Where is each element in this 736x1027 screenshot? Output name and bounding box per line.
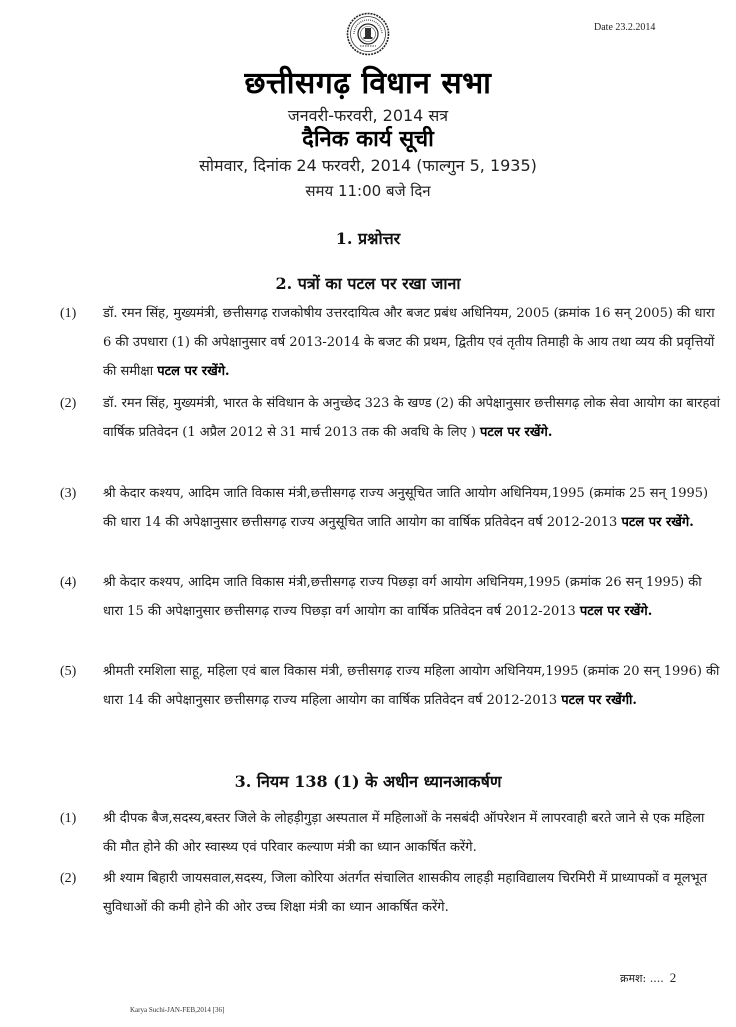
item-number: (5) (60, 664, 77, 679)
section-heading: 2. पत्रों का पटल पर रखा जाना (275, 274, 461, 293)
agenda-dateline: सोमवार, दिनांक 24 फरवरी, 2014 (फाल्गुन 5, 1935) (199, 156, 537, 175)
item-text: श्री श्याम बिहारी जायसवाल,सदस्य, जिला कोरिया अंतर्गत संचालित शासकीय लाहड़ी महाविद्यालय चिरमिरी में प्राध्यापकों व मूलभूत सुविधाओं की कमी होने की ओर उच्च शिक्षा मंत्री का ध्यान आकर्षित करेंगे. (103, 871, 708, 915)
agenda-item (60, 479, 720, 537)
section-heading: 1. प्रश्नोत्तर (335, 229, 401, 248)
agenda-item (60, 804, 720, 862)
session-label: जनवरी-फरवरी, 2014 सत्र (287, 106, 449, 125)
item-action: पटल पर रखेंगे. (480, 425, 553, 440)
assembly-title: छत्तीसगढ़ विधान सभा (244, 66, 492, 101)
item-number: (1) (60, 811, 77, 826)
agenda-item (60, 389, 720, 447)
item-text: डॉ. रमन सिंह, मुख्यमंत्री, छत्तीसगढ़ राजकोषीय उत्तरदायित्व और बजट प्रबंध अधिनियम, 2005 (क्रमांक 16 सन् 2005) की धारा 6 की उपधारा (1) की अपेक्षानुसार वर्ष 2013-2014 के बजट की प्रथम, द्वितीय एवं तृतीय तिमाही के आय तथा व्यय की प्रवृत्तियों की समीक्षा (103, 306, 715, 379)
daily-agenda-title: दैनिक कार्य सूची (302, 127, 434, 152)
document-date: Date 23.2.2014 (594, 22, 656, 33)
agenda-item (60, 299, 720, 386)
item-text: श्रीमती रमशिला साहू, महिला एवं बाल विकास मंत्री, छत्तीसगढ़ राज्य महिला आयोग अधिनियम,1995 (क्रमांक 20 सन् 1996) की धारा 14 की अपेक्षानुसार छत्तीसगढ़ राज्य महिला आयोग का वार्षिक प्रतिवेदन वर्ष 2012-2013 (103, 664, 720, 708)
agenda-item (60, 864, 720, 922)
item-action: पटल पर रखेंगे. (621, 515, 694, 530)
emblem-seal-icon (346, 12, 390, 56)
item-action: पटल पर रखेंगे. (157, 364, 230, 379)
item-text: श्री दीपक बैज,सदस्य,बस्तर जिले के लोहड़ीगुड़ा अस्पताल में महिलाओं के नसबंदी ऑपरेशन में लापरवाही बरते जाने से एक महिला की मौत होने की ओर स्वास्थ्य एवं परिवार कल्याण मंत्री का ध्यान आकर्षित करेंगे. (103, 811, 705, 855)
continued-marker (620, 970, 676, 986)
item-text: श्री केदार कश्यप, आदिम जाति विकास मंत्री,छत्तीसगढ़ राज्य पिछड़ा वर्ग आयोग अधिनियम,1995 (क्रमांक 26 सन् 1995) की धारा 15 की अपेक्षानुसार छत्तीसगढ़ राज्य पिछड़ा वर्ग आयोग का वार्षिक प्रतिवेदन वर्ष 2012-2013 (103, 575, 702, 619)
item-number: (4) (60, 575, 77, 590)
item-number: (3) (60, 486, 77, 501)
item-text: श्री केदार कश्यप, आदिम जाति विकास मंत्री,छत्तीसगढ़ राज्य अनुसूचित जाति आयोग अधिनियम,1995 (क्रमांक 25 सन् 1995) की धारा 14 की अपेक्षानुसार छत्तीसगढ़ राज्य अनुसूचित जाति आयोग का वार्षिक प्रतिवेदन वर्ष 2012-2013 (103, 486, 709, 530)
item-number: (1) (60, 306, 77, 321)
document-reference: Karya Suchi-JAN-FEB,2014 [36] (130, 1006, 225, 1014)
agenda-item (60, 657, 720, 715)
item-action: पटल पर रखेंगे. (579, 604, 653, 619)
agenda-item (60, 568, 720, 626)
item-action: पटल पर रखेंगी. (561, 693, 637, 708)
continued-label: क्रमश: .... (620, 972, 664, 985)
item-text: डॉ. रमन सिंह, मुख्यमंत्री, भारत के संविधान के अनुच्छेद 323 के खण्ड (2) की अपेक्षानुसार छत्तीसगढ़ लोक सेवा आयोग का बारहवां वार्षिक प्रतिवेदन (1 अप्रैल 2012 से 31 मार्च 2013 तक की अवधि के लिए ) (103, 396, 720, 440)
item-number: (2) (60, 871, 77, 886)
item-number: (2) (60, 396, 77, 411)
page-number: 2 (669, 970, 677, 985)
section-heading: 3. नियम 138 (1) के अधीन ध्यानआकर्षण (234, 772, 502, 791)
sitting-time: समय 11:00 बजे दिन (305, 182, 431, 200)
